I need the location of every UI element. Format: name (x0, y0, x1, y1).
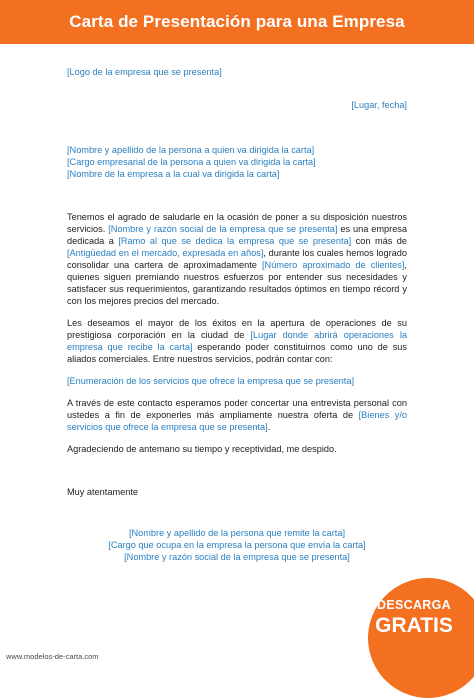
place-date-placeholder: [Lugar, fecha] (351, 100, 407, 110)
recipient-block (67, 144, 316, 180)
text-segment: Les deseamos el mayor de los éxitos en la apertura de operaciones de su prestigiosa corporación en la ciudad de (67, 318, 407, 340)
paragraph-farewell (67, 443, 407, 455)
placeholder-services-list: [Enumeración de los servicios que ofrece la empresa que se presenta] (67, 376, 355, 386)
sender-position: [Cargo que ocupa en la empresa la persona que envía la carta] (108, 540, 366, 550)
paragraph-interview (67, 397, 407, 433)
sender-company: [Nombre y razón social de la empresa que se presenta] (124, 552, 350, 562)
placeholder-location: [Lugar donde abrirá operaciones la empresa que recibe la carta] (67, 330, 407, 352)
paragraph-services (67, 375, 407, 387)
text-segment: Tenemos el agrado de saludarle en la ocasión de poner a su disposición nuestros servicios. (67, 212, 407, 234)
text-segment: A través de este contacto esperamos poder concertar una entrevista personal con ustedes a fin de exponerles más ampliamente nuestra oferta de (67, 398, 407, 420)
text-segment: esperando poder constituirnos como uno de sus aliados comerciales. Entre nuestros servicios, podrán contar con: (67, 342, 407, 364)
text-segment: . (267, 422, 271, 432)
badge-line-free: GRATIS (375, 614, 453, 637)
sender-name: [Nombre y apellido de la persona que remite la carta] (128, 528, 346, 538)
download-badge-label[interactable] (366, 598, 462, 638)
text-segment: , quienes siguen premiando nuestros esfuerzos por entender sus necesidades y satisfacer sus requerimientos, garantizando resultados óptimos en tiempo récord y con los mejores precios del mercado. (67, 260, 407, 306)
placeholder-client-count: [Número aproximado de clientes] (262, 260, 405, 270)
logo-placeholder: [Logo de la empresa que se presenta] (67, 67, 222, 77)
header-bar (0, 0, 474, 44)
closing-salutation: Muy atentamente (67, 487, 138, 497)
page-title: Carta de Presentación para una Empresa (69, 12, 405, 31)
placeholder-offer: [Bienes y/o servicios que ofrece la empresa que se presenta] (67, 410, 408, 432)
badge-line-download: DESCARGA (377, 598, 451, 612)
text-segment: con más de (351, 236, 407, 246)
recipient-position: [Cargo empresarial de la persona a quien va dirigida la carta] (67, 157, 316, 167)
paragraph-wishes (67, 317, 407, 365)
recipient-company: [Nombre de la empresa a la cual va dirigida la carta] (67, 169, 280, 179)
text-segment: es una empresa dedicada a (67, 224, 408, 246)
placeholder-business-sector: [Ramo al que se dedica la empresa que se presenta] (118, 236, 352, 246)
letter-body (67, 211, 407, 465)
text-segment: Agradeciendo de antemano su tiempo y receptividad, me despido. (67, 444, 337, 454)
footer-website[interactable]: www.modelos-de-carta.com (6, 652, 99, 661)
paragraph-intro (67, 211, 407, 307)
placeholder-company-name: [Nombre y razón social de la empresa que se presenta] (108, 224, 338, 234)
download-badge[interactable] (368, 578, 474, 698)
recipient-name: [Nombre y apellido de la persona a quien va dirigida la carta] (67, 145, 315, 155)
placeholder-years-in-market: [Antigüedad en el mercado, expresada en años] (67, 248, 264, 258)
text-segment: , durante los cuales hemos logrado consolidar una cartera de aproximadamente (67, 248, 407, 270)
sender-block (67, 527, 407, 563)
